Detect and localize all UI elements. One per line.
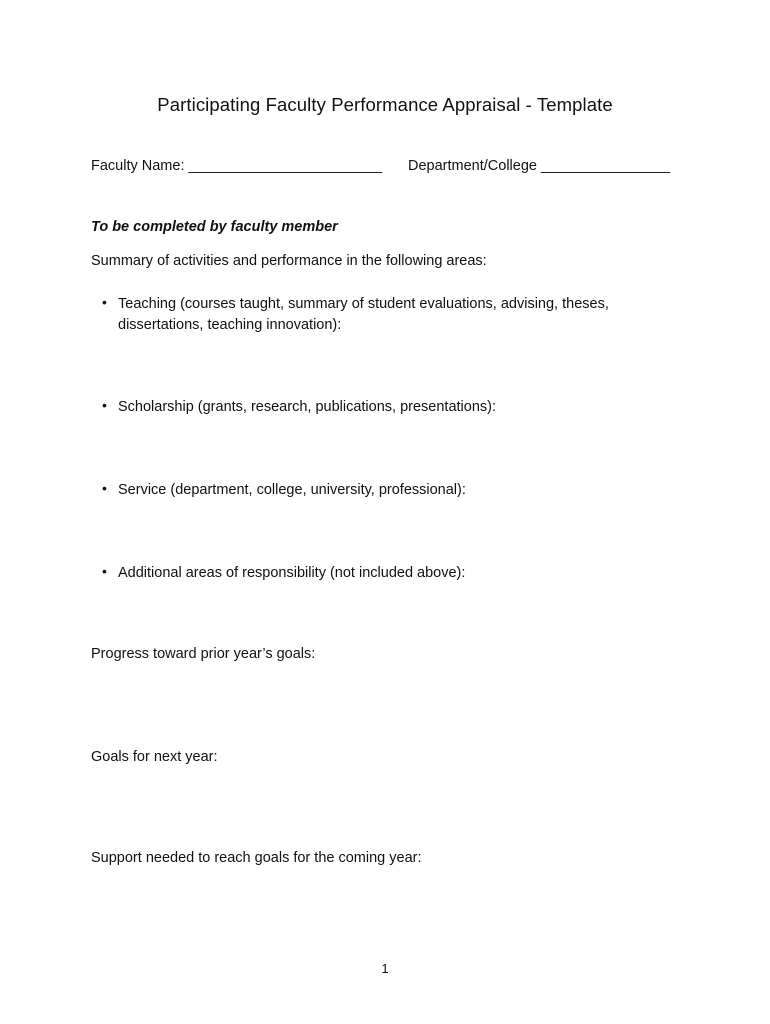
bullet-icon: • xyxy=(102,480,107,496)
faculty-name-field: Faculty Name: ________________________ xyxy=(91,158,383,174)
bullet-icon: • xyxy=(102,294,107,310)
bullet-scholarship xyxy=(91,397,691,419)
bullet-service xyxy=(91,480,691,502)
summary-intro: Summary of activities and performance in the following areas: xyxy=(91,253,487,269)
bullet-text: Teaching (courses taught, summary of student evaluations, advising, theses, dissertations, teaching innovation): xyxy=(118,296,609,333)
bullet-icon: • xyxy=(102,397,107,413)
progress-label: Progress toward prior year’s goals: xyxy=(91,646,316,662)
bullet-teaching xyxy=(91,294,691,338)
bullet-text: Scholarship (grants, research, publications, presentations): xyxy=(118,399,496,415)
goals-label: Goals for next year: xyxy=(91,749,218,765)
page-number: 1 xyxy=(381,961,389,976)
bullet-additional xyxy=(91,563,691,585)
document-title: Participating Faculty Performance Appraisal - Template xyxy=(157,94,613,115)
support-label: Support needed to reach goals for the coming year: xyxy=(91,850,422,866)
bullet-icon: • xyxy=(102,563,107,579)
section-heading: To be completed by faculty member xyxy=(91,219,338,235)
bullet-text: Service (department, college, university, professional): xyxy=(118,482,466,498)
bullet-text: Additional areas of responsibility (not included above): xyxy=(118,565,466,581)
department-college-field: Department/College ________________ xyxy=(408,158,671,174)
